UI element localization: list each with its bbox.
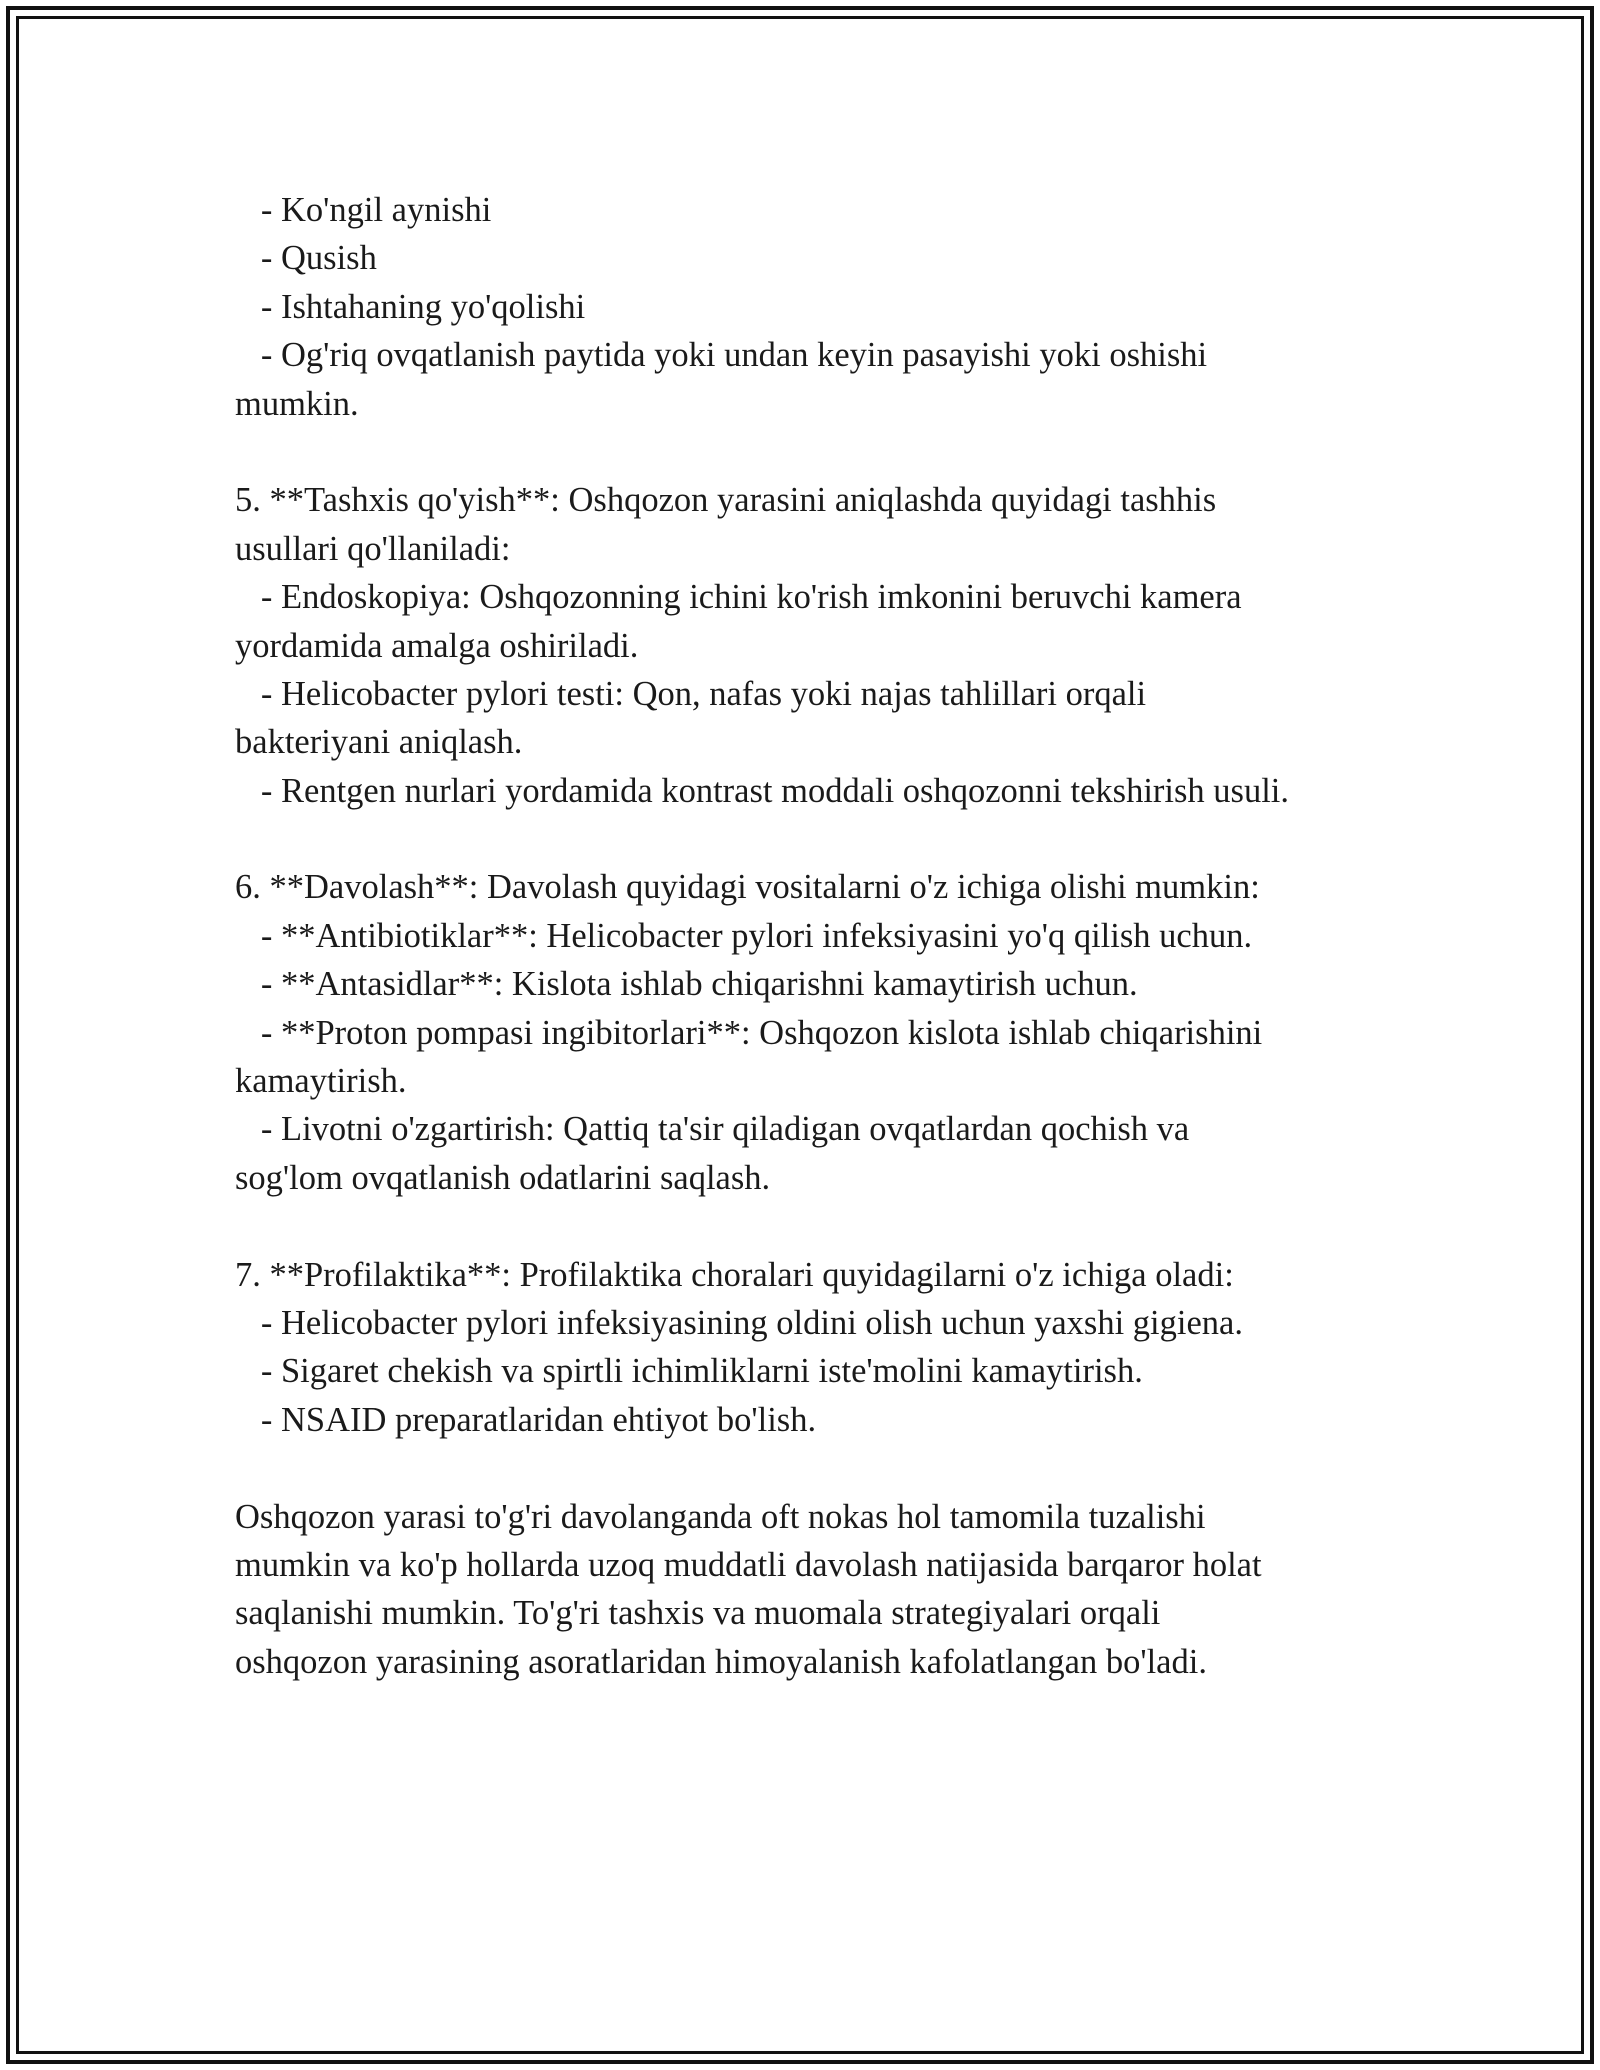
text-line: kamaytirish. xyxy=(235,1062,407,1101)
conclusion-line: Oshqozon yarasi to'g'ri davolanganda oft nokas hol tamomila tuzalishi xyxy=(235,1497,1206,1536)
conclusion-line: saqlanishi mumkin. To'g'ri tashxis va muomala strategiyalari orqali xyxy=(235,1594,1161,1633)
text-line: sog'lom ovqatlanish odatlarini saqlash. xyxy=(235,1158,771,1197)
text-line: - NSAID preparatlaridan ehtiyot bo'lish. xyxy=(235,1400,817,1439)
text-line: bakteriyani aniqlash. xyxy=(235,723,523,762)
section-heading-diagnosis: 5. **Tashxis qo'yish**: Oshqozon yarasini aniqlashda quyidagi tashhis xyxy=(235,481,1217,520)
section-heading-prevention: 7. **Profilaktika**: Profilaktika choralari quyidagilarni o'z ichiga oladi: xyxy=(235,1255,1234,1294)
text-line: - **Proton pompasi ingibitorlari**: Oshqozon kislota ishlab chiqarishini xyxy=(235,1013,1263,1052)
text-line: - Endoskopiya: Oshqozonning ichini ko'rish imkonini beruvchi kamera xyxy=(235,578,1242,617)
text-line: - Helicobacter pylori infeksiyasining oldini olish uchun yaxshi gigiena. xyxy=(235,1303,1243,1342)
text-line: yordamida amalga oshiriladi. xyxy=(235,626,639,665)
conclusion-line: mumkin va ko'p hollarda uzoq muddatli davolash natijasida barqaror holat xyxy=(235,1545,1262,1584)
paragraph-gap xyxy=(235,1444,1405,1492)
text-line: - Og'riq ovqatlanish paytida yoki undan keyin pasayishi yoki oshishi xyxy=(235,336,1208,375)
text-line: - Ishtahaning yo'qolishi xyxy=(235,287,586,326)
text-line: - Helicobacter pylori testi: Qon, nafas yoki najas tahlillari orqali xyxy=(235,674,1147,713)
paragraph-gap xyxy=(235,428,1405,476)
text-line: usullari qo'llaniladi: xyxy=(235,529,511,568)
text-line: mumkin. xyxy=(235,384,359,423)
section-heading-treatment: 6. **Davolash**: Davolash quyidagi vositalarni o'z ichiga olishi mumkin: xyxy=(235,868,1260,907)
text-line: - Qusish xyxy=(235,239,377,278)
text-line: - Ko'ngil aynishi xyxy=(235,191,492,229)
text-line: - **Antasidlar**: Kislota ishlab chiqarishni kamaytirish uchun. xyxy=(235,965,1138,1004)
text-line: - Livotni o'zgartirish: Qattiq ta'sir qiladigan ovqatlardan qochish va xyxy=(235,1110,1190,1149)
text-line: - Rentgen nurlari yordamida kontrast moddali oshqozonni tekshirish usuli. xyxy=(235,771,1290,810)
paragraph-gap xyxy=(235,1202,1405,1250)
paragraph-gap xyxy=(235,815,1405,863)
document-body xyxy=(235,186,1405,1686)
text-line: - **Antibiotiklar**: Helicobacter pylori infeksiyasini yo'q qilish uchun. xyxy=(235,916,1253,955)
text-line: - Sigaret chekish va spirtli ichimliklarni iste'molini kamaytirish. xyxy=(235,1352,1143,1391)
conclusion-line: oshqozon yarasining asoratlaridan himoyalanish kafolatlangan bo'ladi. xyxy=(235,1642,1207,1681)
